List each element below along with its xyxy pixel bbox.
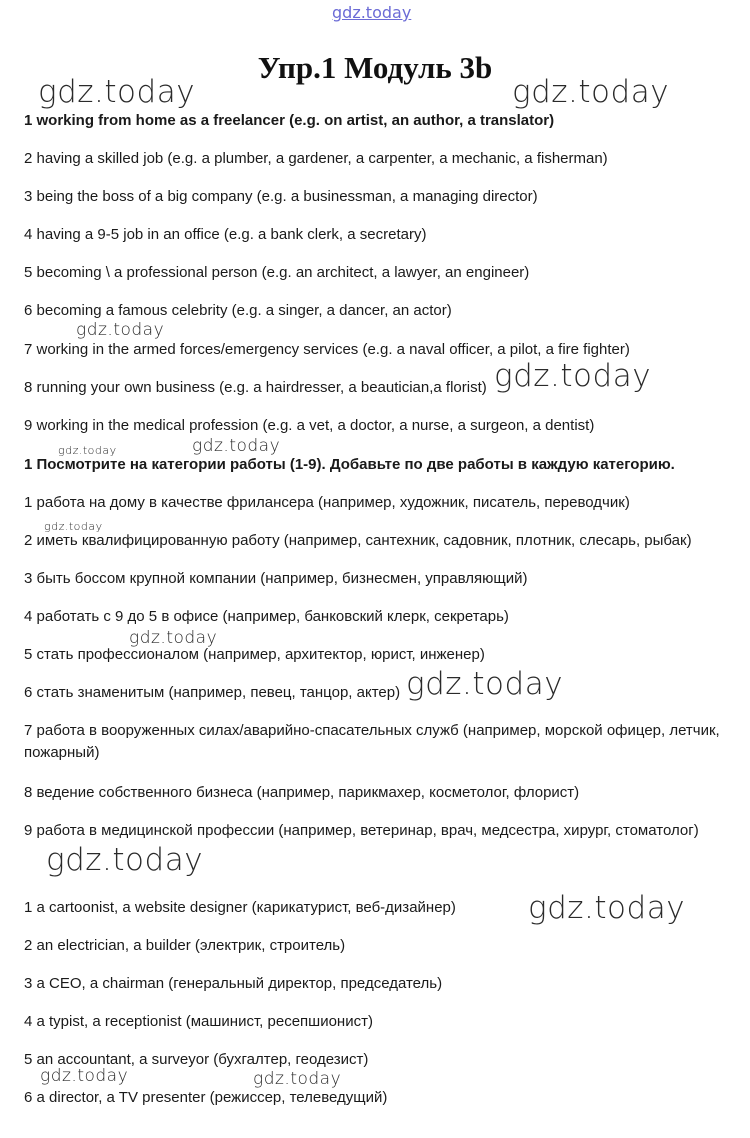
answer-item: 3 a CEO, a chairman (генеральный директор, председатель) [24, 975, 443, 992]
english-item: 9 working in the medical profession (e.g. a vet, a doctor, a nurse, a surgeon, a dentist) [24, 417, 595, 434]
watermark: gdz.today [528, 890, 686, 926]
answer-item: 4 a typist, a receptionist (машинист, ресепшионист) [24, 1013, 373, 1030]
english-item: 5 becoming \ a professional person (e.g. an architect, a lawyer, an engineer) [24, 264, 530, 281]
russian-item: 9 работа в медицинской профессии (например, ветеринар, врач, медсестра, хирург, стоматолог) [24, 822, 699, 839]
russian-item: 1 работа на дому в качестве фрилансера (например, художник, писатель, переводчик) [24, 494, 630, 511]
answer-item: 5 an accountant, a surveyor (бухгалтер, геодезист) [24, 1051, 369, 1068]
english-item: 3 being the boss of a big company (e.g. a businessman, a managing director) [24, 188, 538, 205]
watermark: gdz.today [512, 74, 670, 110]
english-item: 6 becoming a famous celebrity (e.g. a singer, a dancer, an actor) [24, 302, 452, 319]
russian-item: 6 стать знаменитым (например, певец, танцор, актер) [24, 684, 401, 701]
task-heading: 1 Посмотрите на категории работы (1-9). Добавьте по две работы в каждую категорию. [24, 456, 675, 473]
english-item: 4 having a 9-5 job in an office (e.g. a bank clerk, a secretary) [24, 226, 427, 243]
watermark: gdz.today [406, 666, 564, 702]
answer-item: 1 a cartoonist, a website designer (карикатурист, веб-дизайнер) [24, 899, 456, 916]
watermark: gdz.today [40, 1066, 129, 1086]
watermark: gdz.today [129, 628, 218, 648]
russian-item: 3 быть боссом крупной компании (например, бизнесмен, управляющий) [24, 570, 528, 587]
watermark: gdz.today [192, 436, 281, 456]
russian-item: 7 работа в вооруженных силах/аварийно-спасательных служб (например, морской офицер, летчик, пожарный) [24, 722, 720, 761]
watermark: gdz.today [253, 1069, 342, 1089]
watermark: gdz.today [44, 520, 103, 533]
english-item: 8 running your own business (e.g. a hairdresser, a beautician,a florist) [24, 379, 487, 396]
watermark: gdz.today [38, 74, 196, 110]
answer-item: 6 a director, a TV presenter (режиссер, телеведущий) [24, 1089, 388, 1106]
russian-item: 8 ведение собственного бизнеса (например, парикмахер, косметолог, флорист) [24, 784, 580, 801]
answer-item: 2 an electrician, a builder (электрик, строитель) [24, 937, 346, 954]
watermark: gdz.today [494, 358, 652, 394]
english-item: 2 having a skilled job (e.g. a plumber, a gardener, a carpenter, a mechanic, a fisherman) [24, 150, 608, 167]
russian-item: 5 стать профессионалом (например, архитектор, юрист, инженер) [24, 646, 485, 663]
watermark: gdz.today [76, 320, 165, 340]
page-title: Упр.1 Модуль 3b [257, 50, 493, 85]
russian-item: 2 иметь квалифицированную работу (например, сантехник, садовник, плотник, слесарь, рыбак) [24, 532, 692, 549]
watermark: gdz.today [58, 444, 117, 457]
watermark: gdz.today [46, 842, 204, 878]
russian-item: 4 работать с 9 до 5 в офисе (например, банковский клерк, секретарь) [24, 608, 509, 625]
english-item: 7 working in the armed forces/emergency services (e.g. a naval officer, a pilot, a fire fighter) [24, 341, 630, 358]
english-item: 1 working from home as a freelancer (e.g. on artist, an author, a translator) [24, 112, 555, 129]
site-link[interactable]: gdz.today [332, 3, 412, 22]
